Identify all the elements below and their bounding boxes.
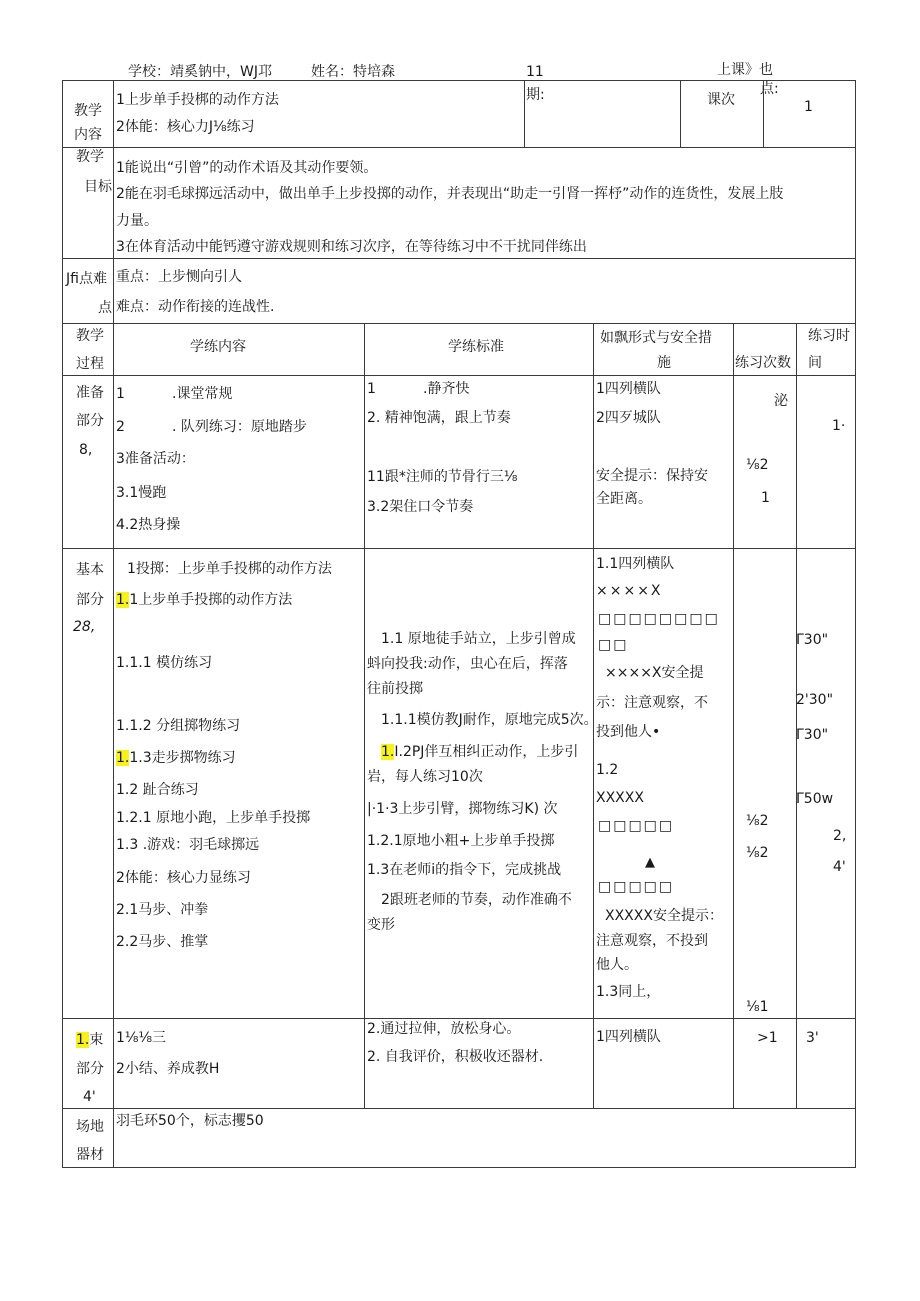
col-divider-lesson-label [680,80,681,147]
basic-standard-5-text: I.2PJ伴互相纠正动作，上步引 [394,744,579,760]
highlight-mark: 1. [116,592,130,608]
basic-times-1: ⅛2 [746,813,769,829]
header-times: 练习次数 [735,355,791,371]
goal-2-continued: 力量。 [116,213,158,229]
end-content-2: 2小结、养成教H [116,1061,220,1077]
difficult-point: 难点：动作衔接的连战性. [116,299,275,315]
table-top-border [62,80,855,81]
basic-content-5 [116,751,236,765]
end-content-1: 1⅛⅛三 [116,1030,167,1046]
basic-content-5-text: 1.3走步掷物练习 [129,750,236,766]
formation-row-targets-3: □□□□□ [598,818,675,834]
basic-safety-tip-1: ××××X安全提 [605,665,704,681]
basic-standard-5 [381,745,578,759]
prep-standard-3: 11跟*注师的节骨行三⅛ [367,469,518,485]
end-duration-1: 3' [806,1030,819,1046]
header-organization: 如飘形式与安全措 [600,330,712,346]
basic-organization-3: 1.3同上， [596,984,661,1000]
prep-times-2: ⅛2 [746,457,769,473]
equipment-list: 羽毛环50个，标志攫50 [116,1113,264,1129]
goal-3: 3在体育活动中能钙遵守游戏规则和练习次序，在等待练习中不干扰同伴练出 [116,239,587,255]
keys-section-label-2: 点 [98,300,112,316]
row-divider-equipment [62,1108,855,1109]
col-divider-content [364,323,365,1108]
end-organization-1: 1四列横队 [596,1029,661,1045]
basic-content-7: 1.2.1 原地小跑，上步单手投掷 [116,810,311,826]
basic-content-11: 2.2马步、推掌 [116,934,209,950]
highlight-mark: 1. [116,750,130,766]
row-divider-end [62,1018,855,1019]
basic-duration-2: 2'30" [796,692,834,708]
date-label: 期: [526,87,545,103]
lesson-place-label-2: 点: [760,81,779,97]
formation-row-targets-2: □□ [598,637,629,653]
basic-standard-8: 1.2.1原地小粗+上步单手投掷 [367,833,555,849]
basic-standard-11: 变形 [367,917,395,933]
prep-standard-4: 3.2架住口令节奏 [367,499,474,515]
formation-row-students-2: XXXXX [596,790,644,806]
table-left-border [62,80,63,1168]
content-section-label: 教学 [74,103,102,119]
col-divider-content-top [524,80,525,147]
prep-content-2: . 队列练习：原地踏步 [172,419,307,435]
col-divider-label [113,80,114,1168]
basic-content-4: 1.1.2 分组掷物练习 [116,718,241,734]
basic-content-8: 1.3 .游戏：羽毛球掷远 [116,837,260,853]
prep-section-duration: 8, [79,442,93,458]
basic-duration-1: Γ30" [796,632,829,648]
prep-safety-tip: 安全提示：保持安 [596,468,708,484]
basic-safety-tip-2: XXXXX安全提示： [605,908,723,924]
prep-section-label-2: 部分 [76,413,104,429]
formation-row-targets-4: □□□□□ [598,879,675,895]
equipment-section-label-2: 器材 [76,1147,104,1163]
row-divider-keys [62,258,855,259]
basic-standard-1: 1.1 原地徒手站立，上步引曾成 [381,631,576,647]
end-standard-1: 2.通过拉伸，放松身心。 [367,1021,521,1037]
basic-safety-tip-1c: 投到他人• [596,724,661,740]
prep-standard-1: .静齐快 [423,381,470,397]
basic-times-3: ⅛1 [746,999,769,1015]
content-line-1: 1上步单手投梆的动作方法 [116,92,279,108]
end-section-label-2: 部分 [76,1061,104,1077]
end-times-1: >1 [757,1030,778,1046]
table-bottom-border [62,1167,855,1168]
content-line-2: 2体能：核心力J⅛练习 [116,119,255,135]
prep-duration-1: 1· [832,418,846,434]
header-process: 教学 [76,328,104,344]
basic-section-duration: 28, [73,619,96,635]
basic-duration-3: Γ30" [796,727,829,743]
prep-content-2-number: 2 [116,419,125,435]
key-point: 重点：上步恻向引人 [116,269,242,285]
content-section-label-2: 内容 [74,127,102,143]
basic-content-2 [116,593,292,607]
header-content: 学练内容 [190,339,246,355]
basic-safety-tip-2c: 他人。 [596,957,638,973]
basic-times-2: ⅛2 [746,845,769,861]
goals-section-label: 教学 [76,149,104,165]
basic-section-label: 基本 [76,562,104,578]
row-divider-prep [62,375,855,376]
table-right-border [855,80,856,1168]
teacher-marker-icon: ▲ [645,855,655,870]
school-label: 学校：靖奚钠中，WJ邛 [128,64,272,80]
prep-section-label: 准备 [76,385,104,401]
prep-content-4: 3.1慢跑 [116,485,167,501]
student-name-label: 姓名：特培森 [311,64,395,80]
row-divider-header [62,323,855,324]
basic-content-6: 1.2 趾合练习 [116,782,199,798]
lesson-place-label: 上课》也 [717,62,773,78]
header-duration-2: 间 [808,355,822,371]
basic-standard-7: |·1·3上步引臂，掷物练习K) 次 [367,801,558,817]
row-divider-goals [62,147,855,148]
header-process-2: 过程 [76,356,104,372]
prep-standard-2: 2. 精神饱满，跟上节奏 [367,410,511,426]
keys-section-label: Jfi点难 [66,271,107,287]
end-section-label-text: 束 [89,1032,104,1048]
basic-content-10: 2.1马步、冲拳 [116,902,209,918]
basic-section-label-2: 部分 [76,592,104,608]
basic-standard-9: 1.3在老师i的指令下，完成挑战 [367,862,562,878]
prep-times-1: 泌 [774,393,788,409]
prep-content-1: .课堂常规 [172,386,233,402]
goal-2: 2能在羽毛球掷远活动中，做出单手上步投掷的动作，并表现出“助走一引肾一挥杼”动作的连货性，发展上肢 [116,186,784,202]
lesson-number-label: 课次 [707,92,735,108]
prep-times-3: 1 [761,490,770,506]
end-section-label [76,1033,103,1047]
highlight-mark: 1. [381,744,395,760]
basic-content-1: 1投掷：上步单手投梆的动作方法 [127,561,332,577]
basic-duration-6: 4' [833,859,846,875]
formation-row-students: ××××X [596,583,663,599]
basic-standard-4: 1.1.1模仿教J耐作，原地完成5次。 [381,712,598,728]
basic-standard-10: 2跟班老师的节奏，动作准确不 [381,892,572,908]
header-standard: 学练标准 [448,339,504,355]
prep-organization-1: 1四列横队 [596,381,661,397]
prep-standard-1-number: 1 [367,381,376,397]
prep-organization-2: 2四歹城队 [596,410,661,426]
end-standard-2: 2. 自我评价，积极收还器材. [367,1049,544,1065]
equipment-section-label: 场地 [76,1119,104,1135]
highlight-mark: 1. [76,1032,90,1048]
basic-safety-tip-2b: 注意观察，不投到 [596,933,708,949]
goal-1: 1能说出“引曾”的动作术语及其动作要领。 [116,160,378,176]
col-divider-organization [733,323,734,1108]
formation-row-targets: □□□□□□□□ [598,611,720,627]
basic-organization-2: 1.2 [596,762,619,778]
lesson-number-value: 1 [804,99,813,115]
prep-content-3: 3准备活动： [116,451,195,467]
basic-standard-6: 岩，每人练习10次 [367,769,483,785]
prep-content-5: 4.2热身操 [116,517,181,533]
date-top-label: 11 [526,64,544,80]
basic-duration-4: Γ50w [796,791,834,807]
end-section-duration: 4' [83,1089,96,1105]
row-divider-basic [62,548,855,549]
basic-organization-1: 1.1四列横队 [596,556,675,572]
prep-safety-tip-2: 全距离。 [596,491,652,507]
basic-safety-tip-1b: 示：注意观察，不 [596,695,708,711]
goals-section-label-2: 目标 [84,179,112,195]
basic-content-9: 2体能：核心力显练习 [116,870,251,886]
basic-content-2-text: 1上步单手投掷的动作方法 [129,592,293,608]
prep-content-1-number: 1 [116,386,125,402]
header-organization-2: 施 [657,355,671,371]
basic-standard-2: 蚪向投我:动作，虫心在后，挥落 [367,656,568,672]
col-divider-times [796,323,797,1108]
basic-standard-3: 往前投掷 [367,681,423,697]
header-duration: 练习时 [808,328,850,344]
basic-content-3: 1.1.1 模仿练习 [116,655,213,671]
basic-duration-5: 2, [833,828,847,844]
